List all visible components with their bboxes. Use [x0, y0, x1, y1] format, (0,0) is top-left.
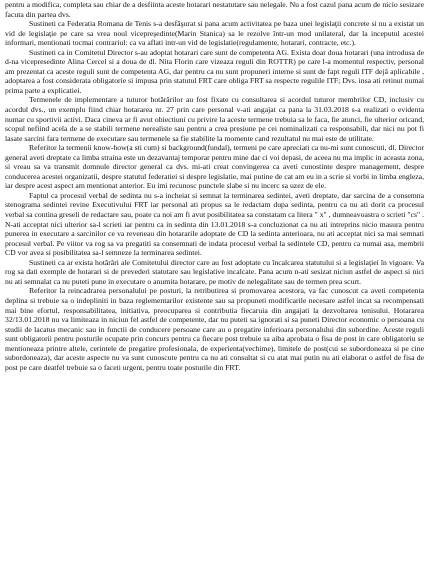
- paragraph-4: Termenele de implementare a tuturor hotărârilor au fost fixate cu consultarea si acordul tuturor membrilor CD, inclusiv cu acordul dvs., un exemplu fiind chiar hotararea nr. 27 prin care personal v-ati angajat ca pana la 31.03.2018 s-a realizati o evidenta numar cu sportivii activi. Daca cineva ar fi avut obiectiuni cu privire la aceste termene trebuia sa le faca, fie atunci, fie ulterior oricand, scopul nefiind acela de a se stabili termene nerealiste sau pentru a crea presiune pe cei nominalizati ca responsabili, dar nici nu pot fi lasate sarcini fara termene de executare sau termenele sa fie stabilite la momente cand rezultatul nu mai este de utilitate.: [5, 95, 424, 143]
- paragraph-3: Sustineti ca in Comitetul Director s-au adoptat hotarari care sunt de competenta AG. Exista doar doua hotarari (una introdusa de d-na vicepresedinte Alina Cercel si a doua de dl. Nita Florin care vizeaza reguli din ROTTR) pe care l-a momentul respectiv, personal am prezentat ca aceste reguli sunt de competenta AG, dar pentru ca nu sunt propuneri interne si sunt de fapt reguli ITF dejă aplicabile , adoptarea a fost considerata obligatorie si impusa prin statutul FRT care obliga FRT sa respecte regulile ITF; Dvs. insa ati retinut numai prima parte a explicatiei.: [5, 47, 424, 95]
- paragraph-1: pentru a modifica, completa sau chiar de a desfiinta aceste hotarari nestatutare sau nelegale. Nu a fost cazul pana acum de niciо sesizare facuta din partea dvs.: [5, 0, 424, 19]
- paragraph-6: Faptul ca procesul verbal de sedinta nu s-a incheiat si semnat la terminarea sedintei, aveti dreptate, dar sarcina de a consemna stenograma sedintei revine Executivului FRT iar personal ati propus sa le redactam dupa sedinta, pentru ca nu ati dorit ca procesul verbal sa contina greseli de redactare sau, poate ca noi am fi avut posibilitatea sa constatam ca litera " x" , dumneavoastra o scrieti "cs" . N-ati acceptat nici ulterior sa-l scrieti iar pentru ca in sedinta din 13.01.2018 s-a concluzionat ca nu ati intreprins nicio masura pentru punerea in executare a sarcinilor ce va reveneau din hotararile adoptate de CD la sedinta anterioara, nu ati acceptat nici sa mai semnati procesul verbal. Pe viitor va rog sa va pregatiti sa consemnati de indata procesul verbal la sedintele CD, pentru ca numai asa, membrii CD vor avea si posibilitatea sa-l semneze la terminarea sedintei.: [5, 190, 424, 258]
- paragraph-7: Sustineti ca ar exista hotărâri ale Comitetului director care au fost adoptate cu încalcarea statutului si a legislaţiei în vigoare. Va rog sa dati exemple de hotarari si de prevederi statutare sau legislative incalcate. Pana acum n-ati sesizat niciun astfel de aspect si nici nu ati semnalat ca nu puteti pune in executare o anumita hotarare, pe motiv de nelegalitate sau de termen prea scurt.: [5, 257, 424, 286]
- paragraph-5: Referitor la termenii know-how(a sti cum) si background(fundal), termeni pe care apreciati ca nu-mi sunt cunoscuti, dl. Director general aveti dreptate ca limba straina este un dezavantaj temporar pentru mine dar ci voi depasi, de aceea nu ma implic in aceasta zona, si vreau sa va transmit domnule director general ca dvs. mi-ati creat convingerea ca aveti cunostinte despre management, despre conducerea acestei organizatii, despre statutul federatiei si despre legislatie, mai putine de cat am eu in a scrie si vorbi in limba engleza, iar despre acest aspect am mentionat anterior. Eu imi recunosc punctele slabe si nu incerc sa uzez de ele.: [5, 143, 424, 191]
- paragraph-8: Referitor la reincadrarea personalului pe posturi, la retributirea si promovarea acestora, va fac cunoscut ca aveti competenta deplina si trebuie sa o indepliniti in baza reglementarilor existente sau sa propuneti modificarile necesare astfel incat sa recompensati mai bine efortul, responsabilitatea, initiativa, preocuparea si contributia fiecaruia din angajati la dezvoltarea tenisului. Hotararea 32/13.01.2018 nu va limiteaza in niciun fel astfel de competente, dar nu puteti sa ignorati si sa puneti Director economic o persoana cu studii de lacatus mecanic sau in functii de conducere persoane care au o pregatire inferioara personalului din subordine. Aceste reguli sunt obligatorii pentru posturile ocupate prin concurs pentru ca fiecare post trebuie sa aiba aprobata o fisa de post in care obligatoriu se mentioneaza printre altele, cerintele de pregatire profesionala, de experienta(vechime), limitele de post(cui se subordoneaza si pe cine subordoneaza), dar aceste aspecte nu va sunt cunoscute pentru ca nu ati consultat si cu atat mai putin nu ati elaborat o astfel de fisa de post pe care deatfel trebuie sa o faceti urgent, pentru toate posturile din FRT.: [5, 286, 424, 372]
- paragraph-2: Sustineti ca Federatia Romana de Tenis s-a desfăşurat si pana acum activitatea pe baza unei legislaţii concrete si nu a existat un vid de legislaţie pe care sa vrea noul vicepreşedinte(Marin Stanica) sa le rezolve într-un mod unilateral, dar la inceputul acestei informari, mentionati tocmai contrariul: ca va aflati intr-un vid de legislatie(regulamente, hotarari, contracte, etc.).: [5, 19, 424, 48]
